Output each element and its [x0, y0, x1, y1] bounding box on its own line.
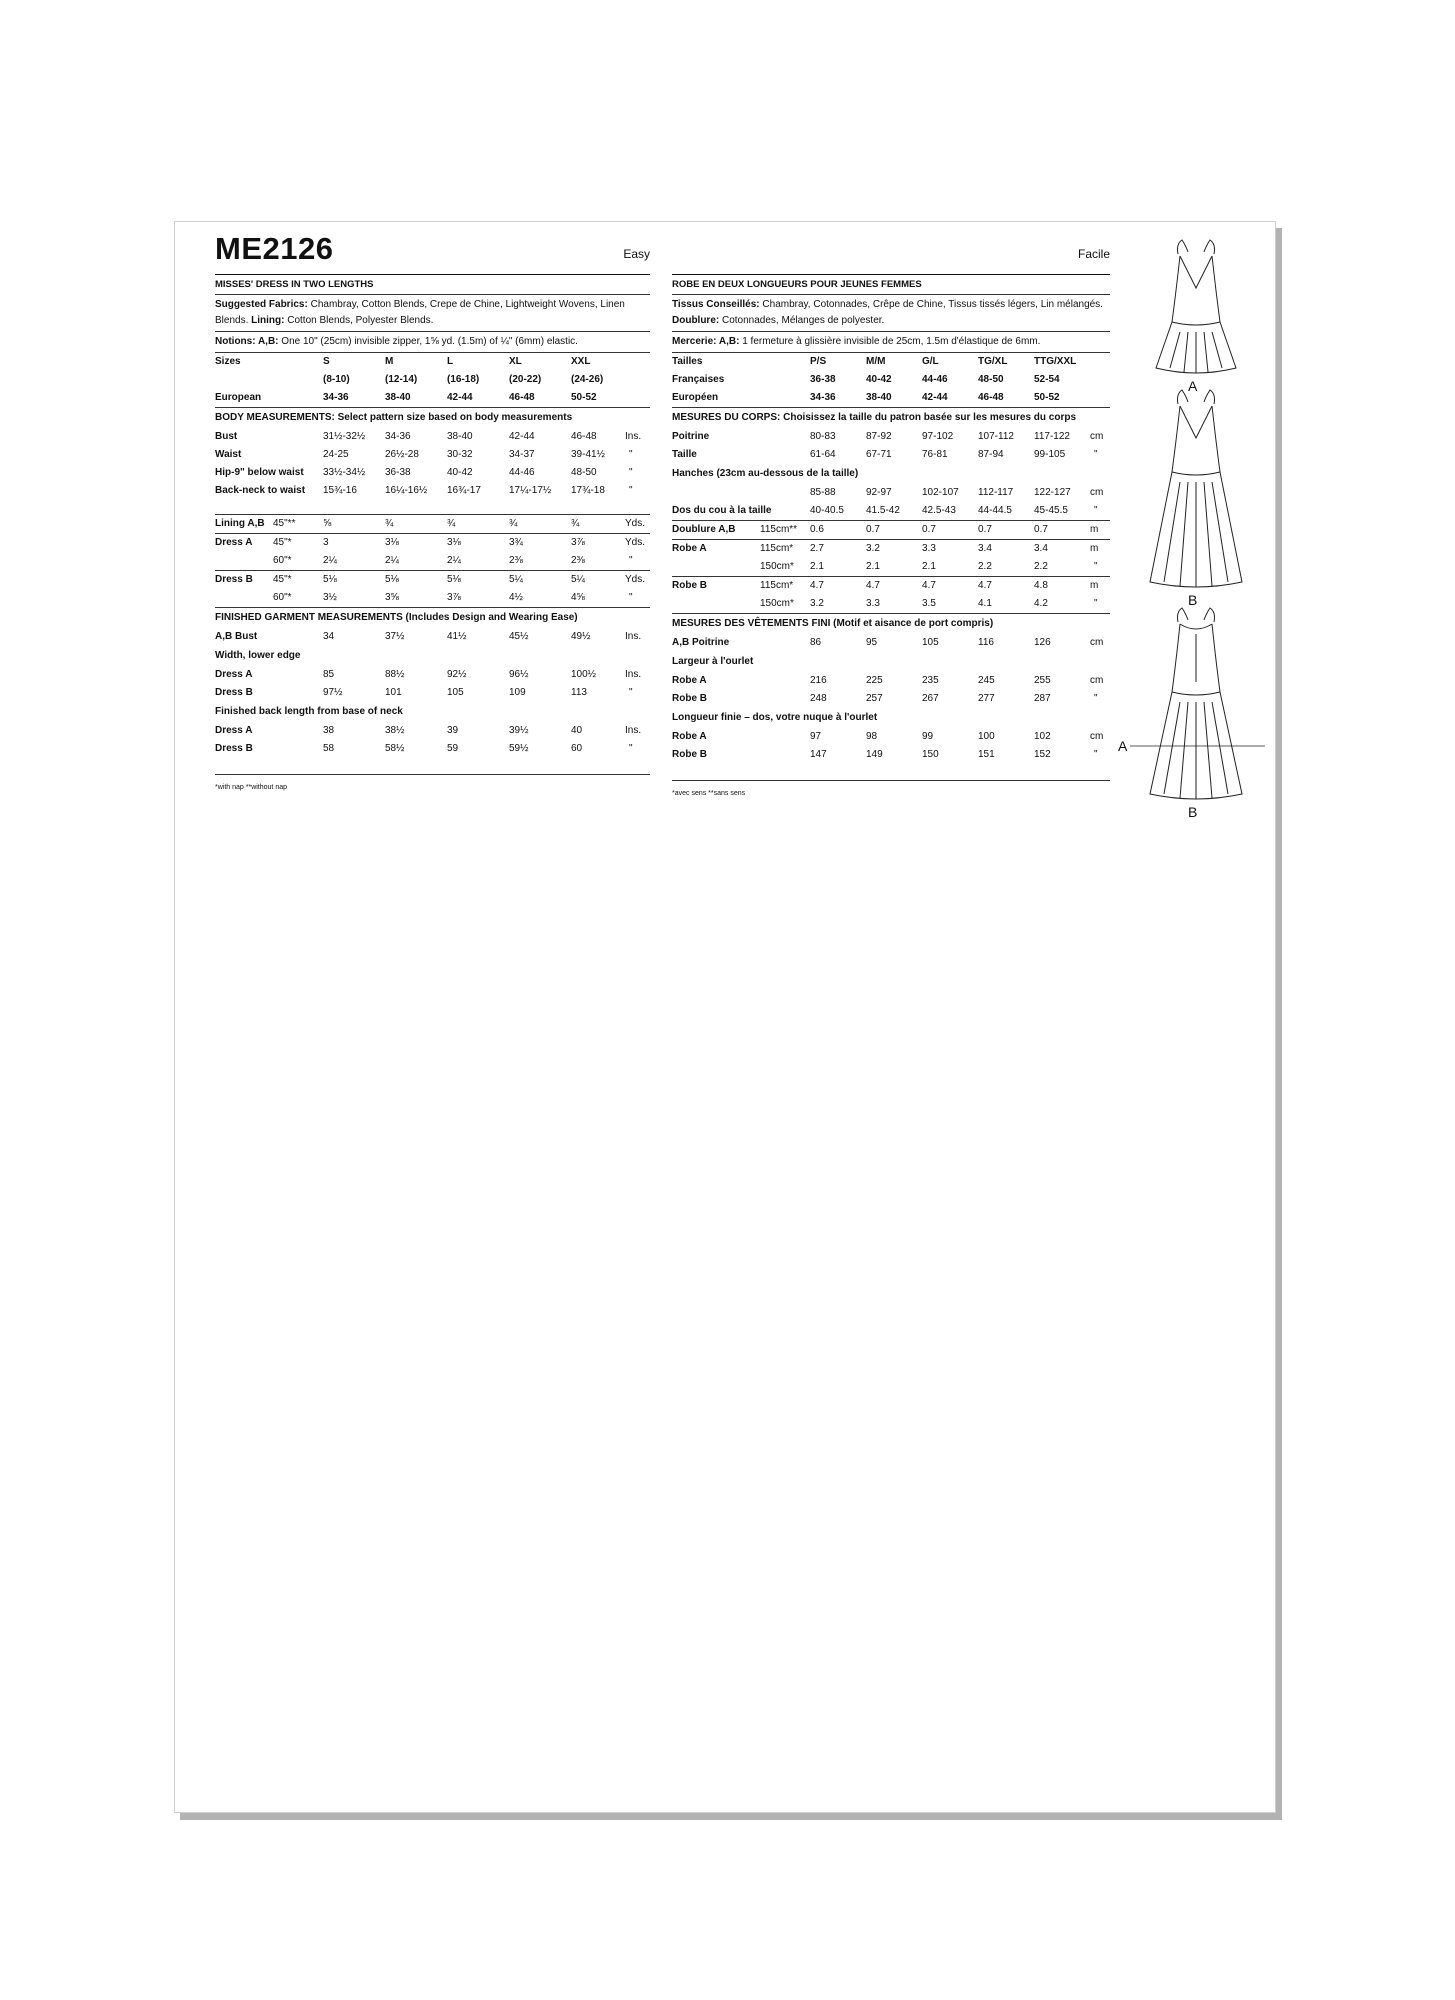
- body-measurements-title: BODY MEASUREMENTS: Select pattern size based on body measurements: [215, 412, 573, 423]
- pattern-title-fr: ROBE EN DEUX LONGUEURS POUR JEUNES FEMMES: [672, 274, 1110, 294]
- longueur-row: Robe A 97 98 99 100 102 cm: [672, 731, 1104, 742]
- body-row: Hip-9" below waist 33½-34½ 36-38 40-42 44-46 48-50 ": [215, 467, 633, 478]
- width-row: Dress A 85 88½ 92½ 96½ 100½ Ins.: [215, 669, 642, 680]
- robe-a-row: 150cm* 2.1 2.1 2.1 2.2 2.2 ": [760, 561, 1098, 572]
- doublure-row: Doublure A,B 115cm** 0.6 0.7 0.7 0.7 0.7 m: [672, 524, 1099, 535]
- dress-b-drawing: [1150, 390, 1242, 587]
- body-row: Back-neck to waist 15¾-16 16¼-16½ 16¾-17 17¼-17½ 17¾-18 ": [215, 485, 633, 496]
- body-row: Waist 24-25 26½-28 30-32 34-37 39-41½ ": [215, 449, 633, 460]
- technical-drawings: [1118, 222, 1270, 822]
- view-b-label: B: [1188, 592, 1198, 608]
- lining-yardage-row: Lining A,B 45"** ⅝ ¾ ¾ ¾ ¾ Yds.: [215, 518, 646, 529]
- poitrine-row: Poitrine 80-83 87-92 97-102 107-112 117-122 cm: [672, 431, 1104, 442]
- robe-a-row: Robe A 115cm* 2.7 3.2 3.3 3.4 3.4 m: [672, 543, 1099, 554]
- dress-a-yardage-row: 60"* 2¼ 2¼ 2¼ 2⅜ 2⅜ ": [273, 555, 633, 566]
- robe-b-row: 150cm* 3.2 3.3 3.5 4.1 4.2 ": [760, 598, 1098, 609]
- europeen-row: Européen 34-36 38-40 42-44 46-48 50-52: [672, 392, 1060, 403]
- taille-row: Taille 61-64 67-71 76-81 87-94 99-105 ": [672, 449, 1098, 460]
- dress-drawings-icon: [1130, 222, 1270, 822]
- hanches-label: Hanches (23cm au-dessous de la taille): [672, 468, 859, 479]
- sizes-us-row: (8-10) (12-14) (16-18) (20-22) (24-26): [323, 374, 604, 385]
- longueur-row: Robe B 147 149 150 151 152 ": [672, 749, 1098, 760]
- largeur-row: Robe A 216 225 235 245 255 cm: [672, 675, 1104, 686]
- difficulty-level: Easy: [623, 247, 650, 261]
- notions-paragraph-fr: Mercerie: A,B: 1 fermeture à glissière invisible de 25cm, 1.5m d'élastique de 6mm.: [672, 336, 1041, 347]
- french-column: [672, 222, 1110, 803]
- notions-paragraph: Notions: A,B: One 10" (25cm) invisible zipper, 1⅝ yd. (1.5m) of ¼" (6mm) elastic.: [215, 336, 578, 347]
- view-ab-label-a: A: [1118, 738, 1128, 754]
- finished-measurements-title-fr: MESURES DES VÊTEMENTS FINI (Motif et aisance de port compris): [672, 618, 994, 629]
- pattern-sheet: [174, 221, 1276, 1813]
- body-measurements-title-fr: MESURES DU CORPS: Choisissez la taille du patron basée sur les mesures du corps: [672, 412, 1077, 423]
- width-row: Dress B 97½ 101 105 109 113 ": [215, 687, 633, 698]
- dress-a-drawing: [1156, 240, 1236, 373]
- finished-measurements-title: FINISHED GARMENT MEASUREMENTS (Includes Design and Wearing Ease): [215, 612, 578, 623]
- dress-back-drawing: [1130, 608, 1265, 799]
- hanches-row: 85-88 92-97 102-107 112-117 122-127 cm: [810, 487, 1104, 498]
- largeur-row: Robe B 248 257 267 277 287 ": [672, 693, 1098, 704]
- english-column: [215, 222, 650, 797]
- francaises-row: Françaises 36-38 40-42 44-46 48-50 52-54: [672, 374, 1060, 385]
- dos-row: Dos du cou à la taille 40-40.5 41.5-42 42.5-43 44-44.5 45-45.5 ": [672, 505, 1098, 516]
- difficulty-level-fr: Facile: [1077, 247, 1110, 261]
- sizes-row-fr: Tailles P/S M/M G/L TG/XL TTG/XXL: [672, 356, 1077, 367]
- length-row: Dress B 58 58½ 59 59½ 60 ": [215, 743, 633, 754]
- back-length-title: Finished back length from base of neck: [215, 706, 403, 717]
- length-row: Dress A 38 38½ 39 39½ 40 Ins.: [215, 725, 642, 736]
- sizes-row: Sizes S M L XL XXL: [215, 356, 591, 367]
- longueur-title: Longueur finie – dos, votre nuque à l'ourlet: [672, 712, 878, 723]
- largeur-title: Largeur à l'ourlet: [672, 656, 754, 667]
- dress-a-yardage-row: Dress A 45"* 3 3⅛ 3⅛ 3¾ 3⅞ Yds.: [215, 537, 646, 548]
- view-a-label: A: [1188, 378, 1198, 394]
- fabrics-paragraph: Suggested Fabrics: Chambray, Cotton Blends, Crepe de Chine, Lightweight Wovens, Linen Blends. Lining: Cotton Blends, Polyester Blends.: [215, 299, 625, 326]
- pattern-title: MISSES' DRESS IN TWO LENGTHS: [215, 274, 650, 294]
- dress-b-yardage-row: Dress B 45"* 5⅛ 5⅛ 5⅛ 5¼ 5¼ Yds.: [215, 574, 646, 585]
- pattern-code: ME2126: [215, 231, 334, 266]
- body-row: Bust 31½-32½ 34-36 38-40 42-44 46-48 Ins.: [215, 431, 642, 442]
- finished-bust-row: A,B Bust 34 37½ 41½ 45½ 49½ Ins.: [215, 631, 642, 642]
- fabrics-paragraph-fr: Tissus Conseillés: Chambray, Cotonnades, Crêpe de Chine, Tissus tissés légers, Lin mélangés. Doublure: Cotonnades, Mélanges de polyester.: [672, 299, 1103, 326]
- finished-poitrine-row: A,B Poitrine 86 95 105 116 126 cm: [672, 637, 1104, 648]
- dress-b-yardage-row: 60"* 3½ 3⅝ 3⅞ 4½ 4⅝ ": [273, 592, 633, 603]
- width-lower-edge-title: Width, lower edge: [215, 650, 301, 661]
- robe-b-row: Robe B 115cm* 4.7 4.7 4.7 4.7 4.8 m: [672, 580, 1099, 591]
- footnote-fr: *avec sens **sans sens: [672, 790, 746, 797]
- footnote: *with nap **without nap: [215, 784, 287, 791]
- view-ab-label-b: B: [1188, 804, 1198, 820]
- european-sizes-row: European 34-36 38-40 42-44 46-48 50-52: [215, 392, 597, 403]
